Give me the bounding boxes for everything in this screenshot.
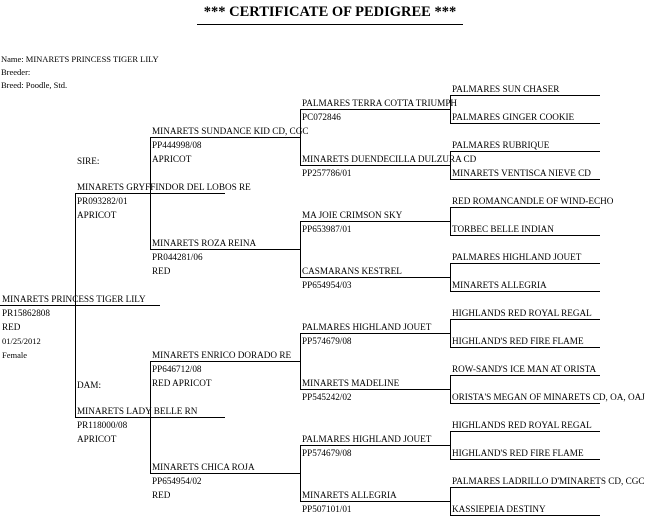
gen3-bracket-4 [300, 445, 301, 501]
gen3-name-3: MA JOIE CRIMSON SKY [302, 210, 403, 220]
gen3-rule-1 [300, 109, 450, 110]
gen3-name-2: MINARETS DUENDECILLA DULZURA CD [302, 154, 477, 164]
gen2-ss-color: APRICOT [152, 154, 192, 164]
gen4-bracket-6 [450, 375, 451, 403]
gen3-name-1: PALMARES TERRA COTTA TRIUMPH [302, 98, 458, 108]
gen2-ds-reg: PP646712/08 [152, 364, 202, 374]
gen3-bracket-1 [300, 109, 301, 165]
gen3-bracket-2 [300, 221, 301, 277]
gen4-name-10: HIGHLAND'S RED FIRE FLAME [452, 336, 584, 346]
gen4-bracket-5 [450, 319, 451, 347]
dam-color: APRICOT [77, 434, 117, 444]
gen4-rule-14 [450, 459, 600, 460]
gen4-name-8: MINARETS ALLEGRIA [452, 280, 547, 290]
gen4-rule-8 [450, 291, 600, 292]
gen2-dd-rule [150, 473, 300, 474]
dam-label: DAM: [77, 380, 101, 390]
gen4-rule-3 [450, 151, 600, 152]
subject-dob: 01/25/2012 [2, 336, 41, 346]
sire-reg: PR093282/01 [77, 196, 128, 206]
gen2-sd-rule [150, 249, 300, 250]
gen2-ds-name: MINARETS ENRICO DORADO RE [152, 350, 292, 360]
gen4-rule-12 [450, 403, 600, 404]
title-underline [197, 24, 463, 25]
gen2-ss-reg: PP444998/08 [152, 140, 202, 150]
sire-color: APRICOT [77, 210, 117, 220]
breed-field: Breed: Poodle, Std. [1, 80, 68, 90]
sire-label: SIRE: [77, 156, 100, 166]
gen3-rule-6 [300, 389, 450, 390]
gen2-ds-rule [150, 361, 300, 362]
gen4-name-1: PALMARES SUN CHASER [452, 84, 560, 94]
gen3-name-5: PALMARES HIGHLAND JOUET [302, 322, 432, 332]
gen4-rule-6 [450, 235, 600, 236]
gen2-dd-name: MINARETS CHICA ROJA [152, 462, 255, 472]
gen3-name-4: CASMARANS KESTREL [302, 266, 402, 276]
dam-rule [75, 417, 225, 418]
gen4-bracket-8 [450, 487, 451, 515]
gen3-rule-7 [300, 445, 450, 446]
sire-rule [75, 193, 225, 194]
gen2-dd-color: RED [152, 490, 171, 500]
gen3-reg-1: PC072846 [302, 112, 341, 122]
gen3-rule-4 [300, 277, 450, 278]
gen3-reg-5: PP574679/08 [302, 336, 352, 346]
gen2-sd-color: RED [152, 266, 171, 276]
gen3-reg-3: PP653987/01 [302, 224, 352, 234]
gen3-reg-4: PP654954/03 [302, 280, 352, 290]
subject-name: MINARETS PRINCESS TIGER LILY [2, 294, 146, 304]
gen4-name-12: ORISTA'S MEGAN OF MINARETS CD, OA, OAJ [452, 392, 645, 402]
gen4-name-9: HIGHLANDS RED ROYAL REGAL [452, 308, 592, 318]
gen4-rule-9 [450, 319, 600, 320]
gen4-name-3: PALMARES RUBRIQUE [452, 140, 550, 150]
gen3-name-8: MINARETS ALLEGRIA [302, 490, 397, 500]
gen4-rule-16 [450, 515, 600, 516]
gen4-name-14: HIGHLAND'S RED FIRE FLAME [452, 448, 584, 458]
gen4-name-6: TORBEC BELLE INDIAN [452, 224, 554, 234]
gen4-rule-13 [450, 431, 600, 432]
gen4-name-16: KASSIEPEIA DESTINY [452, 504, 546, 514]
gen4-name-4: MINARETS VENTISCA NIEVE CD [452, 168, 591, 178]
name-field: Name: MINARETS PRINCESS TIGER LILY [1, 54, 159, 64]
gen2-ds-color: RED APRICOT [152, 378, 212, 388]
subject-color: RED [2, 322, 21, 332]
gen4-rule-5 [450, 207, 600, 208]
gen4-name-15: PALMARES LADRILLO D'MINARETS CD, CGC [452, 476, 645, 486]
dam-name: MINARETS LADY BELLE RN [77, 406, 198, 416]
gen3-reg-8: PP507101/01 [302, 504, 352, 514]
gen4-bracket-3 [450, 207, 451, 235]
gen4-rule-15 [450, 487, 600, 488]
gen4-name-2: PALMARES GINGER COOKIE [452, 112, 575, 122]
gen3-bracket-3 [300, 333, 301, 389]
gen4-name-5: RED ROMANCANDLE OF WIND-ECHO [452, 196, 614, 206]
gen3-reg-6: PP545242/02 [302, 392, 352, 402]
gen3-name-7: PALMARES HIGHLAND JOUET [302, 434, 432, 444]
gen2-dd-reg: PP654954/02 [152, 476, 202, 486]
gen3-rule-5 [300, 333, 450, 334]
gen4-bracket-4 [450, 263, 451, 291]
subject-rule [0, 305, 160, 306]
gen2-sd-name: MINARETS ROZA REINA [152, 238, 257, 248]
dam-reg: PR118000/08 [77, 420, 128, 430]
gen4-rule-1 [450, 95, 600, 96]
gen4-name-13: HIGHLANDS RED ROYAL REGAL [452, 420, 592, 430]
sire-name: MINARETS GRYFFINDOR DEL LOBOS RE [77, 182, 251, 192]
gen3-rule-2 [300, 165, 450, 166]
gen4-name-7: PALMARES HIGHLAND JOUET [452, 252, 582, 262]
gen3-name-6: MINARETS MADELINE [302, 378, 400, 388]
gen4-rule-7 [450, 263, 600, 264]
gen3-rule-3 [300, 221, 450, 222]
gen3-reg-2: PP257786/01 [302, 168, 352, 178]
gen3-rule-8 [300, 501, 450, 502]
gen4-bracket-7 [450, 431, 451, 459]
gen2-ss-name: MINARETS SUNDANCE KID CD, CGC [152, 126, 309, 136]
subject-reg: PR15862808 [2, 308, 50, 318]
gen2-sd-reg: PR044281/06 [152, 252, 203, 262]
gen2-ss-rule [150, 137, 300, 138]
gen4-rule-4 [450, 179, 600, 180]
page-title: *** CERTIFICATE OF PEDIGREE *** [203, 4, 457, 20]
gen4-name-11: ROW-SAND'S ICE MAN AT ORISTA [452, 364, 597, 374]
subject-sex: Female [2, 350, 28, 360]
gen4-rule-10 [450, 347, 600, 348]
breeder-field: Breeder: [1, 67, 31, 77]
gen4-rule-11 [450, 375, 600, 376]
gen3-reg-7: PP574679/08 [302, 448, 352, 458]
gen4-rule-2 [450, 123, 600, 124]
